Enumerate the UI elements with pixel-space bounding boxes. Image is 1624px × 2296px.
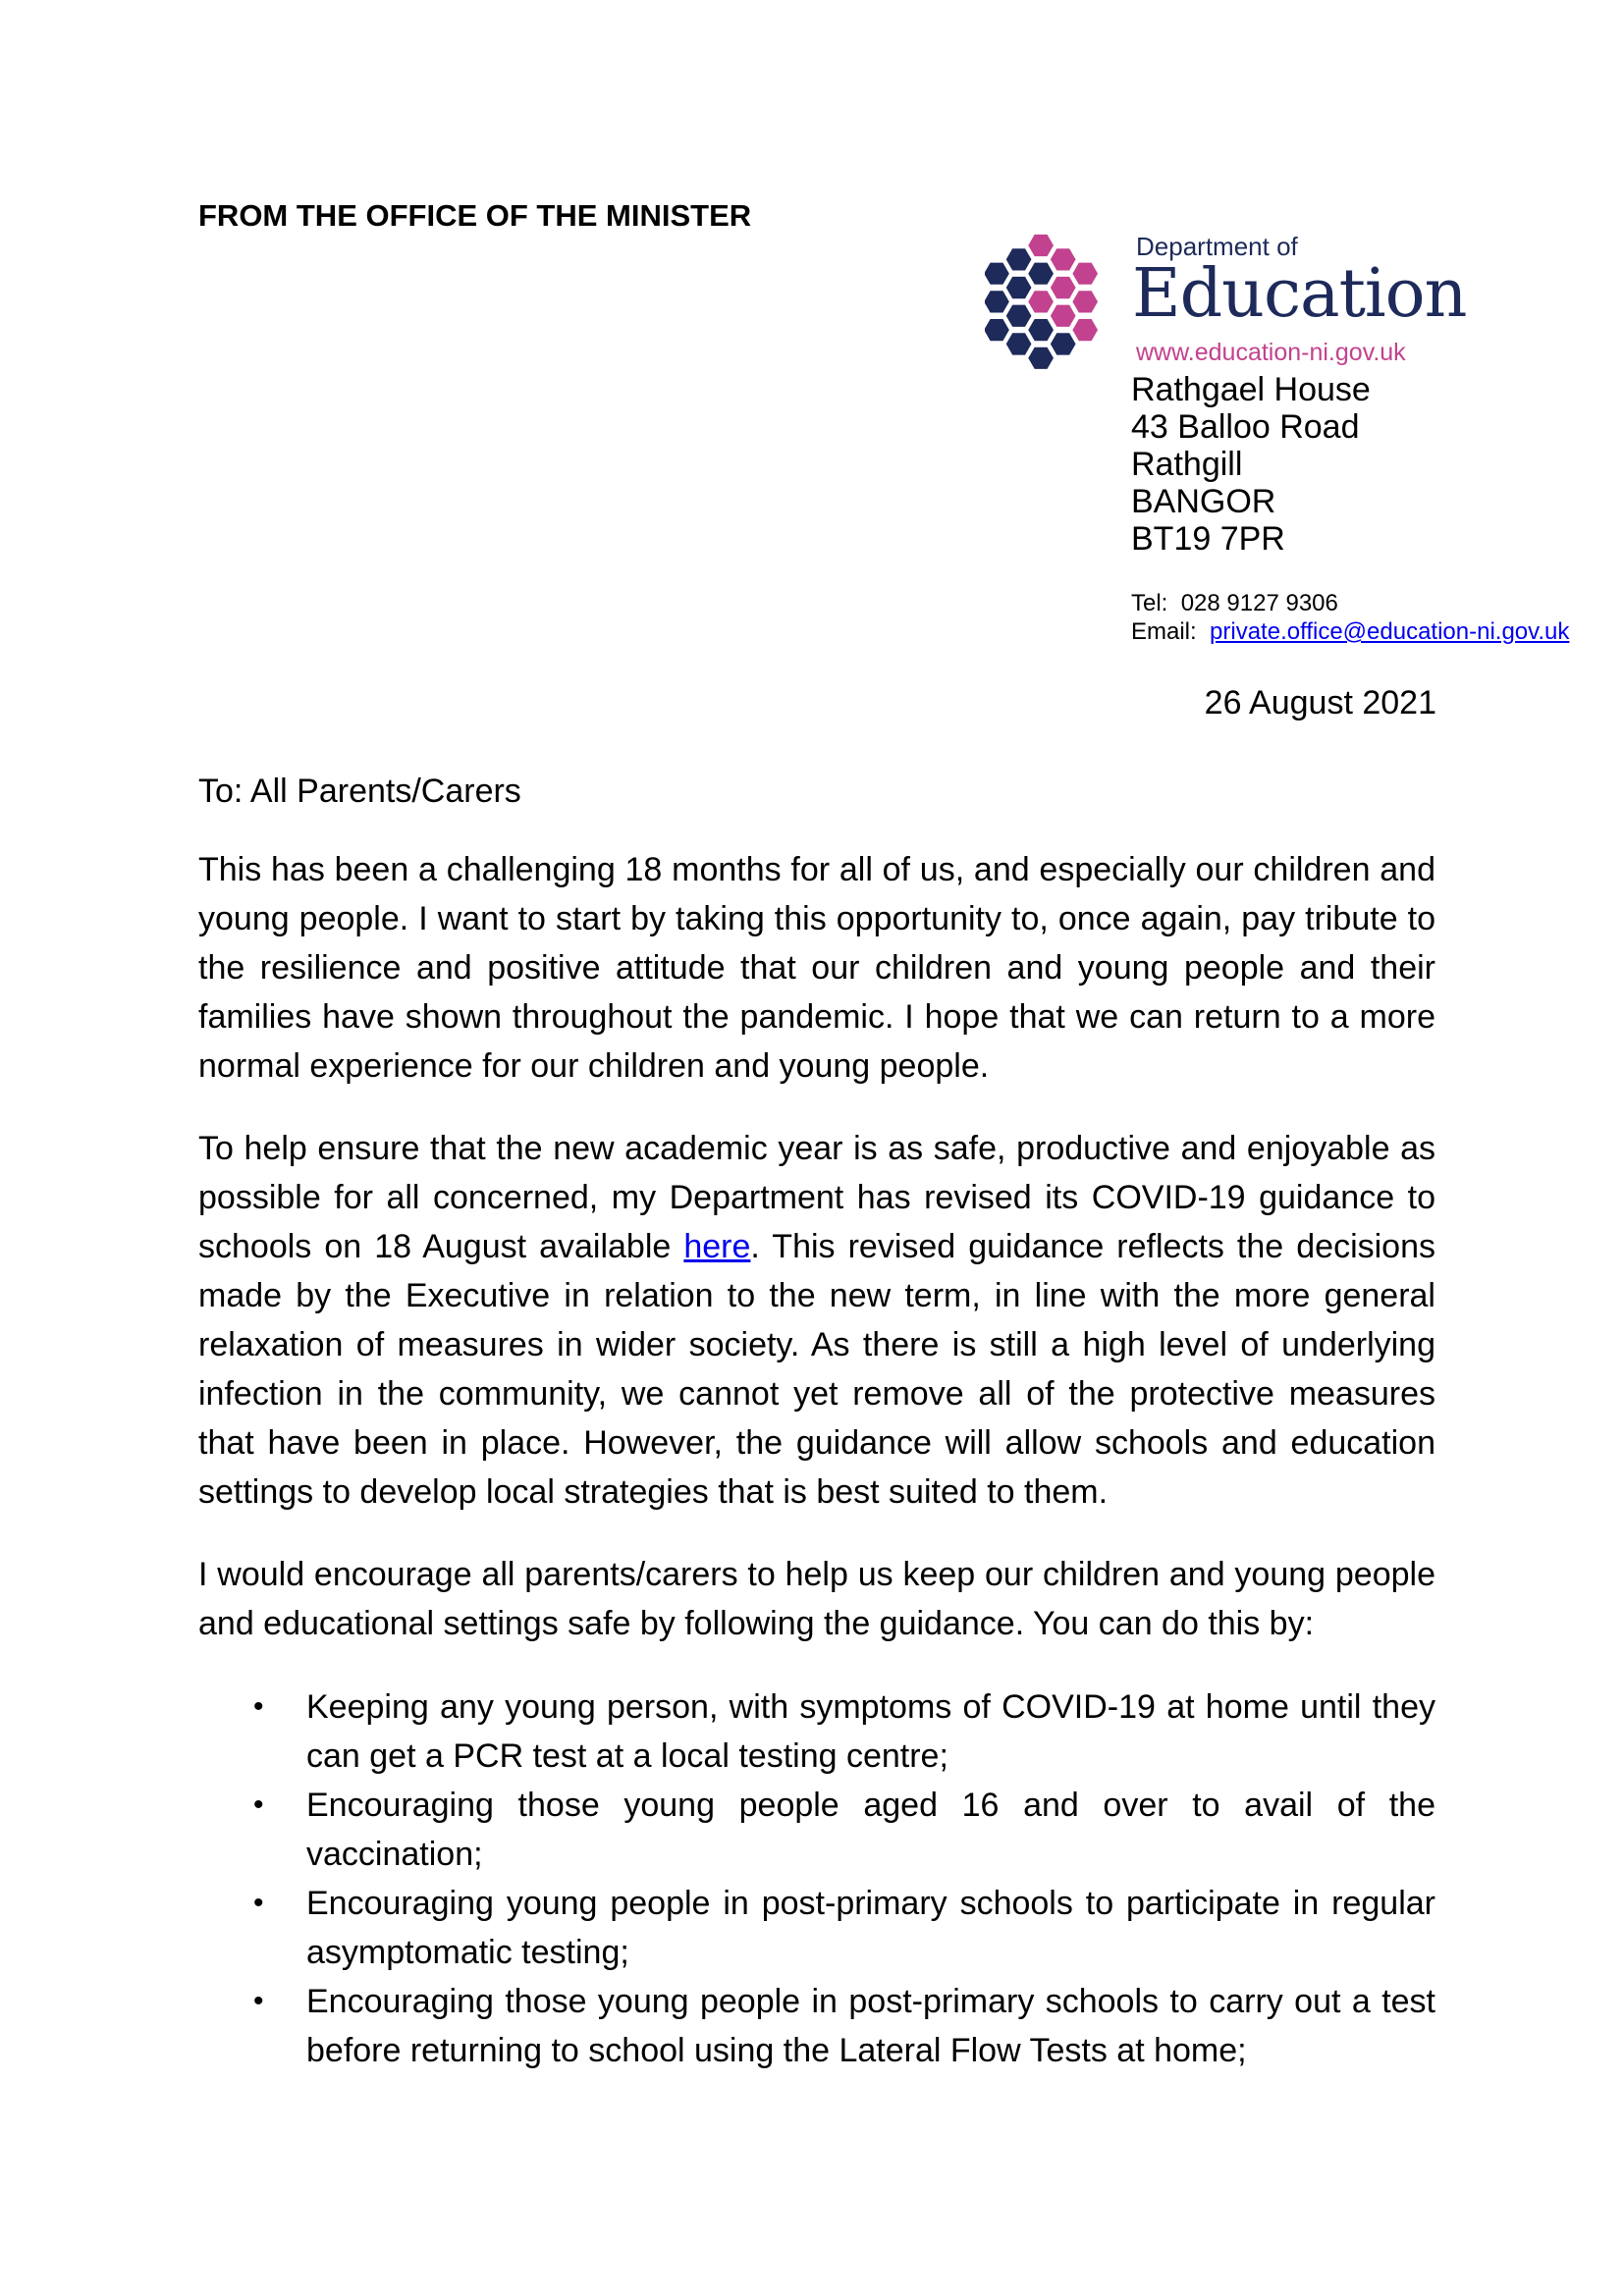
list-item-text: Keeping any young person, with symptoms of COVID-19 at home until they can get a PCR test at a local testing centre; (306, 1688, 1435, 1775)
address-line: 43 Balloo Road (1131, 408, 1360, 446)
hexagon-icon (1050, 276, 1077, 299)
list-item (198, 1682, 1435, 1781)
guidance-bullet-list (198, 1682, 1435, 2075)
list-item-text: Encouraging those young people in post-primary schools to carry out a test before returning to school using the Lateral Flow Tests at home; (306, 1983, 1435, 2069)
hexagon-icon (1027, 262, 1055, 286)
bullet-icon: • (253, 1985, 264, 2017)
hexagon-icon (1050, 332, 1077, 355)
address-line: Rathgill (1131, 446, 1243, 483)
hexagon-icon (1005, 247, 1033, 271)
logo-url-text: www.education-ni.gov.uk (1136, 339, 1406, 366)
hexagon-icon (1027, 318, 1055, 342)
hexagon-icon (1027, 347, 1055, 370)
tel-number: 028 9127 9306 (1180, 590, 1338, 616)
hexagon-icon (985, 290, 1010, 313)
hexagon-icon (985, 318, 1010, 342)
tel-label: Tel: (1131, 590, 1168, 616)
paragraph-guidance (198, 1124, 1435, 1517)
hexagon-icon (1050, 247, 1077, 271)
hexagon-cluster-icon (985, 224, 1132, 371)
address-line: Rathgael House (1131, 371, 1371, 408)
hexagon-icon (1071, 318, 1099, 342)
address-block (1131, 371, 1371, 558)
logo-education-text: Education (1132, 255, 1467, 333)
hexagon-icon (1005, 276, 1033, 299)
address-line: BANGOR (1131, 483, 1276, 520)
bullet-icon: • (253, 1690, 264, 1723)
paragraph-guidance-text-after: . This revised guidance reflects the decisions made by the Executive in relation to the new term, in line with the more general relaxation of measures in wider society. As there is still a high level of underlying infection in the community, we cannot yet remove all of the protective measures that have been in place. However, the guidance will allow schools and education settings to develop local strategies that is best suited to them. (198, 1228, 1435, 1511)
email-label: Email: (1131, 618, 1197, 645)
hexagon-icon (1071, 262, 1099, 286)
paragraph-intro: This has been a challenging 18 months for all of us, and especially our children and young people. I want to start by taking this opportunity to, once again, pay tribute to the resilience and positive attitude that our children and young people and their families have shown throughout the pandemic. I hope that we can return to a more normal experience for our children and young people. (198, 851, 1435, 1085)
bullet-icon: • (253, 1789, 264, 1821)
hexagon-icon (1027, 290, 1055, 313)
letter-date: 26 August 2021 (1204, 684, 1436, 721)
salutation: To: All Parents/Carers (198, 773, 521, 810)
bullet-icon: • (253, 1887, 264, 1919)
paragraph-guidance-text-before: To help ensure that the new academic year is as safe, productive and enjoyable as possible for all concerned, my Department has revised its COVID-19 guidance to schools on 18 August available (198, 1130, 1435, 1265)
list-item-text: Encouraging young people in post-primary schools to participate in regular asymptomatic testing; (306, 1885, 1435, 1971)
logo-department-text: Department of (1136, 232, 1298, 261)
email-line (1131, 617, 1569, 646)
hexagon-icon (1027, 234, 1055, 257)
address-line: BT19 7PR (1131, 520, 1285, 558)
list-item (198, 1781, 1435, 1879)
list-item-text: Encouraging those young people aged 16 and over to avail of the vaccination; (306, 1787, 1435, 1873)
hexagon-icon (1005, 304, 1033, 328)
hexagon-icon (1050, 304, 1077, 328)
contact-block (1131, 589, 1569, 646)
email-link[interactable]: private.office@education-ni.gov.uk (1210, 618, 1570, 645)
hexagon-icon (1071, 290, 1099, 313)
guidance-here-link[interactable]: here (683, 1228, 751, 1265)
department-logo (985, 224, 1467, 371)
paragraph-encourage: I would encourage all parents/carers to help us keep our children and young people and educational settings safe by following the guidance. You can do this by: (198, 1556, 1435, 1642)
hexagon-icon (1005, 332, 1033, 355)
page-title: FROM THE OFFICE OF THE MINISTER (198, 198, 752, 233)
list-item (198, 1977, 1435, 2075)
list-item (198, 1879, 1435, 1977)
telephone-line (1131, 589, 1569, 617)
hexagon-icon (985, 262, 1010, 286)
